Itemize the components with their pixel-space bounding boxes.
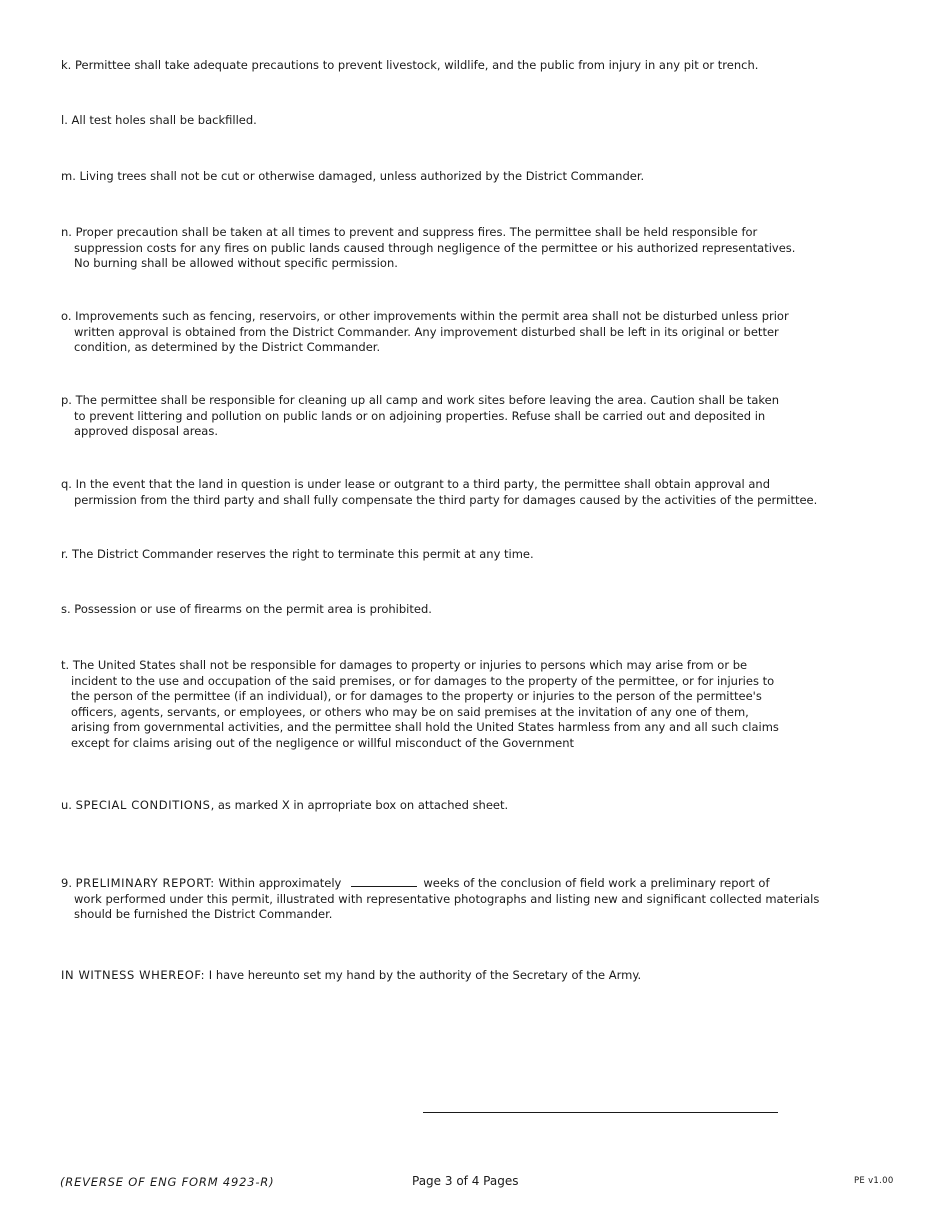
preliminary-report [61,875,820,923]
clause-t-line-1: t. The United States shall not be responsible for damages to property or injuries to persons which may arise from or be [61,658,748,672]
preliminary-report-heading: PRELIMINARY REPORT: [75,876,215,890]
version-label: PE v1.00 [854,1176,894,1186]
preliminary-report-text-before: Within approximately [214,876,342,890]
signature-line[interactable] [423,1112,778,1113]
clause-q-line-1: q. In the event that the land in question is under lease or outgrant to a third party, the permittee shall obtain approval and [61,477,771,491]
clause-t-line-3: the person of the permittee (if an individual), or for damages to the property or injuries to the person of the permittee's [71,689,762,704]
clause-m-line-1: m. Living trees shall not be cut or otherwise damaged, unless authorized by the District Commander. [61,169,645,183]
clause-o [61,309,789,356]
witness-text: I have hereunto set my hand by the authority of the Secretary of the Army. [205,968,642,982]
clause-l [61,113,781,129]
preliminary-report-prefix: 9. [61,876,76,890]
clause-t-line-4: officers, agents, servants, or employees, or others who may be on said premises at the invitation of any one of them, [71,704,749,719]
page-number: Page 3 of 4 Pages [412,1174,519,1188]
clause-n-line-1: n. Proper precaution shall be taken at all times to prevent and suppress fires. The permittee shall be held responsible for [61,225,758,239]
clause-t-line-5: arising from governmental activities, and the permittee shall hold the United States harmless from any and all such claims [71,720,779,735]
clause-t [61,658,781,752]
witness-heading: IN WITNESS WHEREOF: [61,968,206,982]
witness-statement [61,968,781,984]
clause-n-line-2: suppression costs for any fires on public lands caused through negligence of the permittee or his authorized representatives. [74,240,796,255]
clause-q [61,477,818,508]
clause-u-text: , as marked X in aprropriate box on attached sheet. [210,798,509,812]
witness-line [61,968,781,984]
clause-r [61,547,781,563]
clause-t-line-6: except for claims arising out of the negligence or willful misconduct of the Government [71,735,575,750]
clause-p-line-2: to prevent littering and pollution on public lands or on adjoining properties. Refuse shall be carried out and deposited in [74,408,766,423]
form-label: (REVERSE OF ENG FORM 4923-R) [60,1175,275,1189]
clause-n [61,225,796,272]
clause-m [61,169,781,185]
preliminary-report-line-1 [61,875,781,892]
clause-u-prefix: u. [61,798,76,812]
clause-p-line-1: p. The permittee shall be responsible for cleaning up all camp and work sites before leaving the area. Caution shall be taken [61,393,779,407]
clause-n-line-3: No burning shall be allowed without specific permission. [74,256,398,271]
special-conditions-heading: SPECIAL CONDITIONS [75,798,211,812]
clause-u-line-1 [61,798,781,814]
clause-k [61,58,781,74]
clause-o-line-1: o. Improvements such as fencing, reservoirs, or other improvements within the permit area shall not be disturbed unless prior [61,309,789,323]
clause-k-line-1: k. Permittee shall take adequate precautions to prevent livestock, wildlife, and the public from injury in any pit or trench. [61,58,759,72]
clause-s-line-1: s. Possession or use of firearms on the permit area is prohibited. [61,602,432,616]
clause-p-line-3: approved disposal areas. [74,424,218,439]
clause-u [61,798,781,814]
clause-o-line-3: condition, as determined by the District Commander. [74,340,381,355]
clause-o-line-2: written approval is obtained from the District Commander. Any improvement disturbed shall be left in its original or better [74,324,779,339]
clause-s [61,602,781,618]
preliminary-report-text-after: weeks of the conclusion of field work a preliminary report of [423,876,770,890]
weeks-input[interactable] [351,875,417,887]
clause-p [61,393,781,440]
preliminary-report-line-2: work performed under this permit, illustrated with representative photographs and listing new and significant collected materials [74,891,820,906]
clause-q-line-2: permission from the third party and shall fully compensate the third party for damages caused by the activities of the permittee. [74,492,818,507]
clause-r-line-1: r. The District Commander reserves the right to terminate this permit at any time. [61,547,534,561]
clause-l-line-1: l. All test holes shall be backfilled. [61,113,257,127]
preliminary-report-line-3: should be furnished the District Commander. [74,907,333,922]
clause-t-line-2: incident to the use and occupation of the said premises, or for damages to the property of the permittee, or for injuries to [71,673,775,688]
